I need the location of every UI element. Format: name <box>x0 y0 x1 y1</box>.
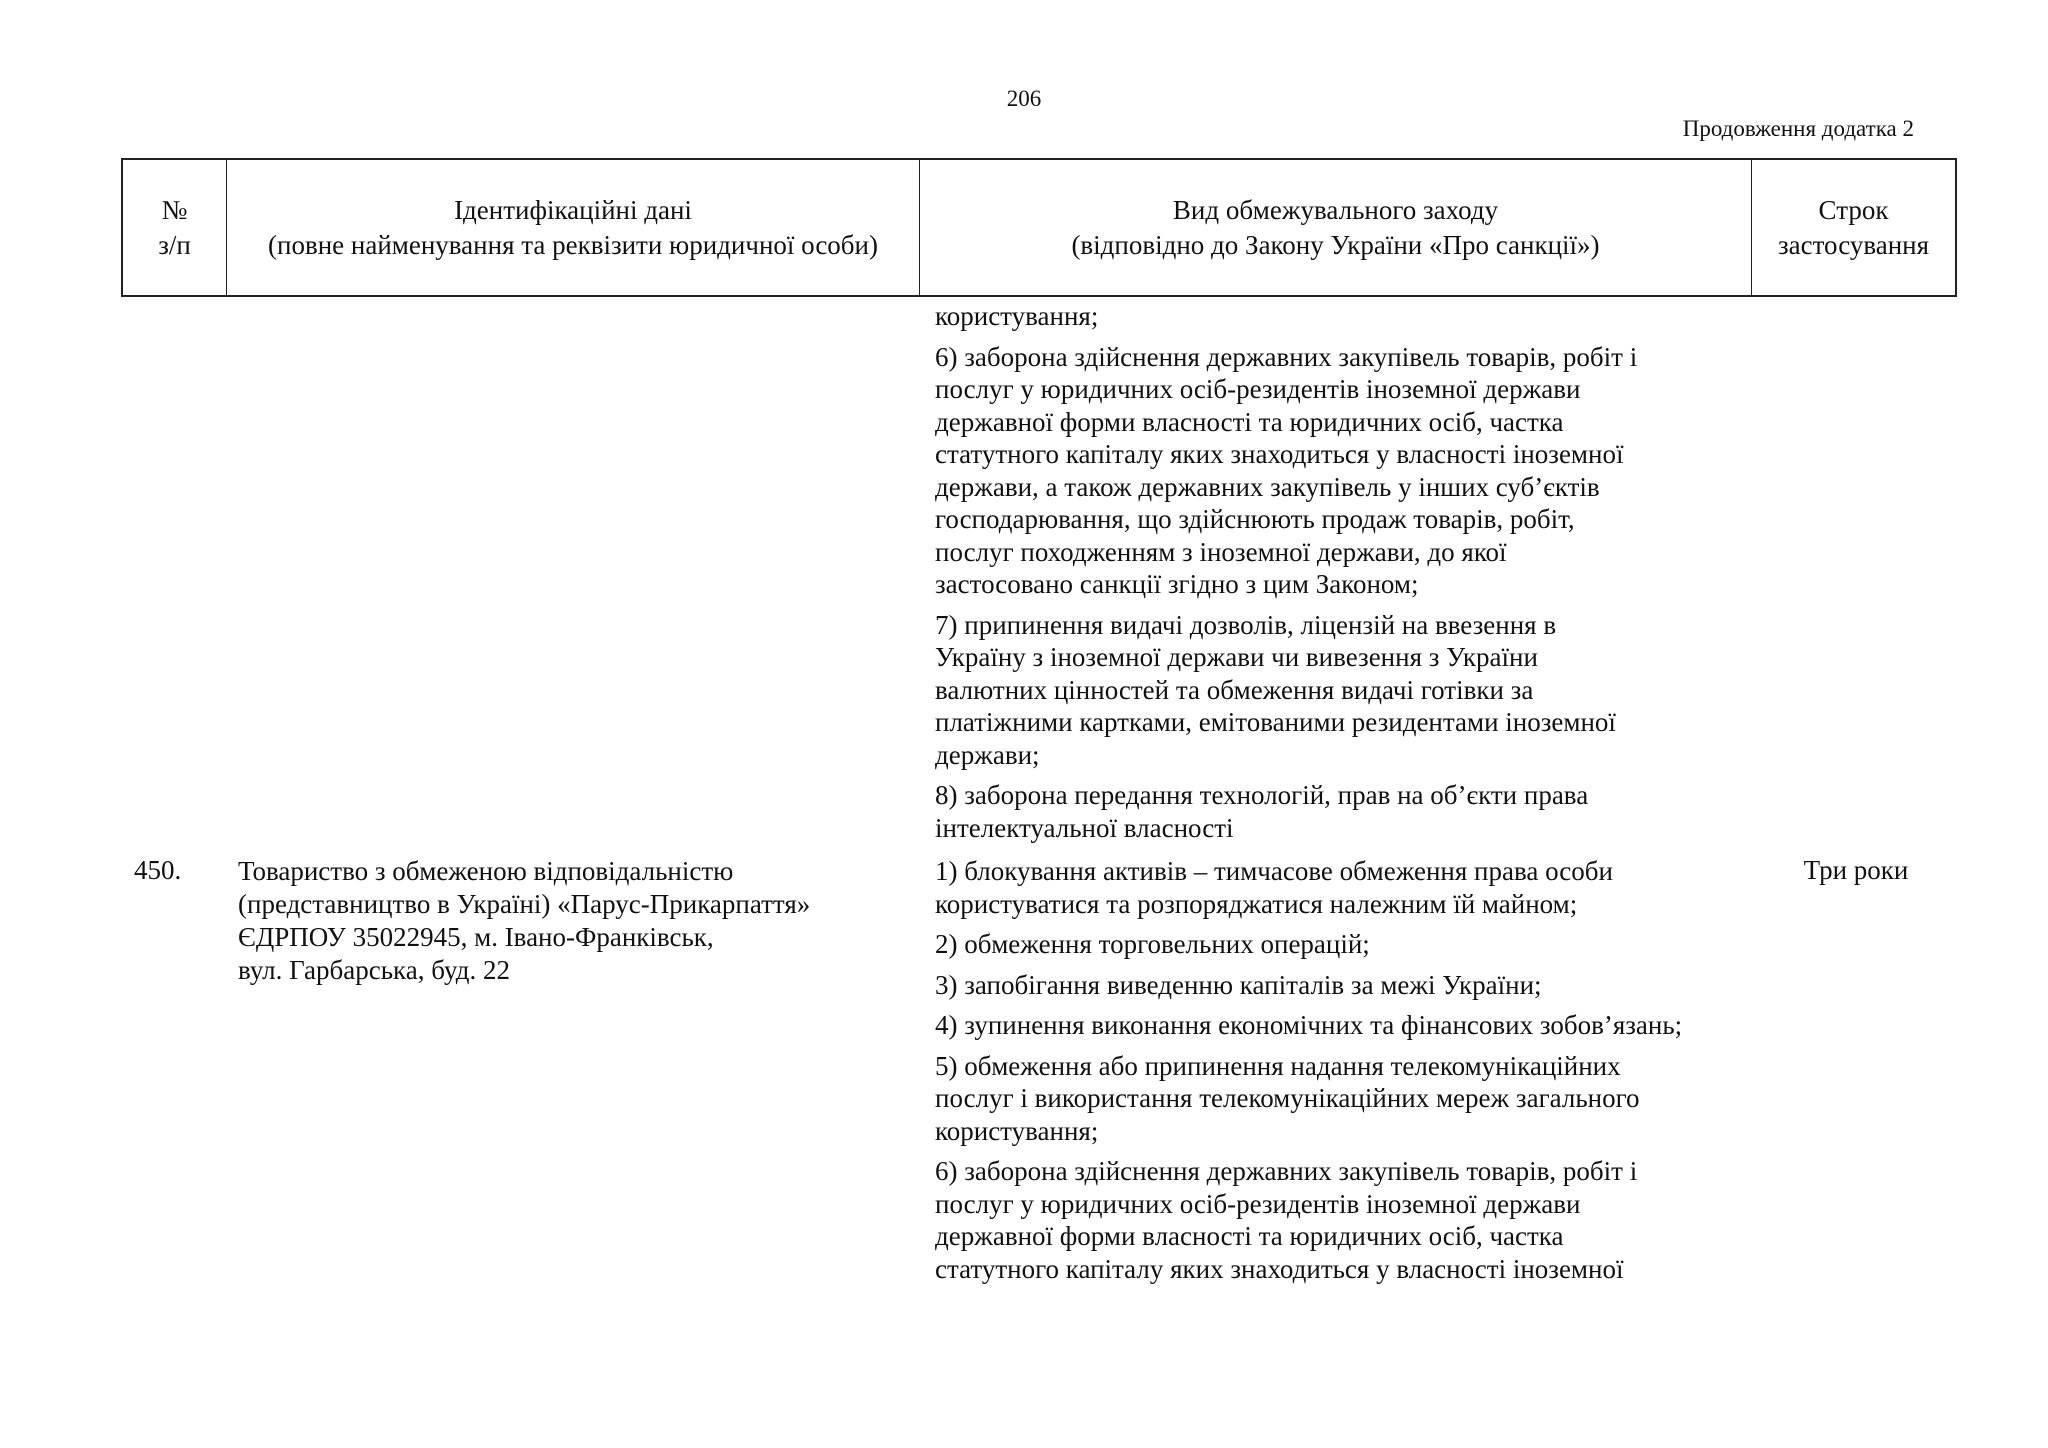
measure-item <box>935 969 1735 1002</box>
header-number-line2: з/п <box>158 229 191 260</box>
measure-item <box>935 1050 1735 1148</box>
measure-line: послуг у юридичних осіб-резидентів іноземної держави <box>935 1188 1581 1219</box>
ident-line: ЄДРПОУ 35022945, м. Івано-Франківськ, <box>238 922 714 952</box>
row-number: 450. <box>134 855 182 885</box>
measure-line: статутного капіталу яких знаходиться у власності іноземної <box>935 439 1624 469</box>
measure-line: державної форми власності та юридичних осіб, частка <box>935 406 1564 437</box>
measure-line: господарювання, що здійснюють продаж товарів, робіт, <box>935 504 1575 534</box>
measure-line: валютних цінностей та обмеження видачі готівки за <box>935 674 1534 705</box>
header-ident-cell <box>227 160 920 295</box>
header-number-cell <box>123 160 227 295</box>
measure-line: платіжними картками, емітованими резидентами іноземної <box>935 707 1616 737</box>
measure-item <box>935 1009 1735 1042</box>
header-number-line1: № <box>161 194 188 225</box>
measure-line: 6) заборона здійснення державних закупівель товарів, робіт і <box>935 1156 1638 1186</box>
measure-line: 4) зупинення виконання економічних та фінансових зобов’язань; <box>935 1010 1683 1040</box>
measure-line: 2) обмеження торговельних операцій; <box>935 929 1370 959</box>
measure-line: послуг і використання телекомунікаційних мереж загального <box>935 1083 1640 1113</box>
header-term-line2: застосування <box>1777 229 1930 260</box>
measure-item <box>935 855 1735 920</box>
measure-line: 1) блокування активів – тимчасове обмеження права особи <box>935 856 1613 886</box>
header-ident-line1: Ідентифікаційні дані <box>454 194 692 225</box>
measure-item <box>935 779 1735 844</box>
measure-item <box>935 1155 1735 1285</box>
prev-row-measures <box>935 300 1735 844</box>
ident-line: Товариство з обмеженою відповідальністю <box>238 856 734 886</box>
measure-line: 3) запобігання виведенню капіталів за межі України; <box>935 969 1542 1000</box>
measure-line: користування; <box>935 1115 1099 1146</box>
measure-line: держави, а також державних закупівель у інших суб’єктів <box>935 471 1600 502</box>
measure-line: статутного капіталу яких знаходиться у власності іноземної <box>935 1253 1624 1284</box>
ident-line: (представництво в Україні) «Парус-Прикарпаття» <box>238 889 811 919</box>
measure-item <box>935 341 1735 601</box>
header-measure-line2: (відповідно до Закону України «Про санкції») <box>1071 229 1600 260</box>
measure-line: 8) заборона передання технологій, прав на об’єкти права <box>935 780 1589 810</box>
header-ident-line2: (повне найменування та реквізити юридичної особи) <box>268 229 878 260</box>
ident-line: вул. Гарбарська, буд. 22 <box>238 955 510 985</box>
continuation-label: Продовження додатка 2 <box>1682 116 1914 141</box>
table-header <box>121 158 1957 297</box>
header-term-cell <box>1752 160 1955 295</box>
measure-line: держави; <box>935 739 1040 770</box>
measure-line: державної форми власності та юридичних осіб, частка <box>935 1221 1564 1251</box>
row-term: Три роки <box>1803 855 1909 885</box>
measure-line: 5) обмеження або припинення надання телекомунікаційних <box>935 1050 1621 1081</box>
header-term-line1: Строк <box>1818 194 1889 225</box>
measure-line: 6) заборона здійснення державних закупівель товарів, робіт і <box>935 341 1638 372</box>
measure-item <box>935 609 1735 772</box>
measure-line: інтелектуальної власності <box>935 812 1234 843</box>
measure-item <box>935 300 1735 333</box>
measure-line: послуг походженням з іноземної держави, до якої <box>935 536 1507 567</box>
row-ident <box>238 855 918 987</box>
page-number: 206 <box>1006 86 1042 111</box>
measure-line: Україну з іноземної держави чи вивезення з України <box>935 642 1538 672</box>
measure-line: послуг у юридичних осіб-резидентів іноземної держави <box>935 374 1581 404</box>
measure-item <box>935 928 1735 961</box>
row-measures <box>935 855 1735 1285</box>
measure-line: 7) припинення видачі дозволів, ліцензій на ввезення в <box>935 609 1557 640</box>
measure-line: користуватися та розпоряджатися належним їй майном; <box>935 888 1578 919</box>
measure-line: застосовано санкції згідно з цим Законом; <box>935 569 1419 599</box>
measure-line: користування; <box>935 301 1099 331</box>
header-measure-line1: Вид обмежувального заходу <box>1172 194 1499 225</box>
header-measure-cell <box>920 160 1752 295</box>
